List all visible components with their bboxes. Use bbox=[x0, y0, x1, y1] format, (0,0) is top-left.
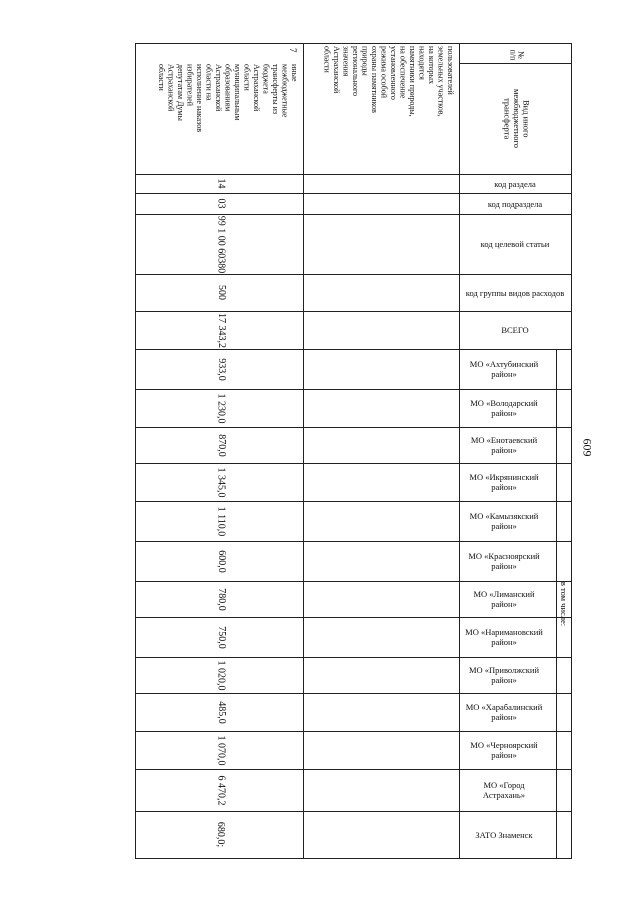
transfer-type-header: Вид иного межбюджетного трансферта bbox=[502, 89, 532, 149]
row-label: ЗАТО Знаменск bbox=[475, 829, 533, 840]
row-label: код подраздела bbox=[487, 198, 543, 209]
row-label: МО «Енотаевский район» bbox=[470, 435, 538, 455]
row-number-header: № п/п bbox=[507, 49, 525, 60]
row-label: код группы видов расходов bbox=[465, 287, 565, 298]
row-value-text: 500 bbox=[215, 285, 227, 300]
row-value bbox=[206, 769, 236, 811]
row-label: МО «Харабалинский район» bbox=[465, 702, 543, 722]
transfer-description: 7 иные межбюджетные трансферты из бюджета Астраханской области муниципальным образованиям Астраханской области на исполнение наказов избирателей депутатам Думы Астраханской области bbox=[157, 48, 299, 132]
row-value bbox=[206, 349, 236, 389]
row-value bbox=[206, 193, 236, 214]
row-value-text: 1 020,0 bbox=[215, 660, 227, 690]
row-value bbox=[206, 581, 236, 617]
row-value bbox=[206, 657, 236, 693]
row-value-text: 1 345,0 bbox=[215, 467, 227, 497]
row-value-text: 03 bbox=[215, 198, 227, 209]
row-label: МО «Икрянинский район» bbox=[469, 472, 539, 492]
row-label: код целевой статьи bbox=[480, 239, 550, 249]
row-value-text: 600,0 bbox=[215, 549, 227, 573]
row-value-text: 1 230,0 bbox=[215, 393, 227, 423]
row-value-text: 6 470,2 bbox=[215, 775, 227, 805]
row-value bbox=[206, 174, 236, 193]
row-label: МО «Город Астрахань» bbox=[482, 780, 526, 800]
row-value-text: 750,0 bbox=[215, 625, 227, 649]
row-value bbox=[206, 427, 236, 463]
column-divider bbox=[303, 44, 304, 858]
row-value-text: 14 bbox=[215, 178, 227, 189]
page-number: 609 bbox=[580, 438, 595, 457]
row-value bbox=[206, 617, 236, 657]
row-label: МО «Ахтубинский район» bbox=[469, 359, 539, 379]
row-label: МО «Наримановский район» bbox=[465, 627, 543, 647]
row-value bbox=[206, 389, 236, 427]
row-label: МО «Лиманский район» bbox=[473, 589, 535, 609]
row-value bbox=[206, 811, 236, 858]
row-value-text: 485,0 bbox=[215, 700, 227, 724]
row-value bbox=[206, 693, 236, 731]
row-value-text: 780,0 bbox=[215, 587, 227, 611]
row-label: МО «Володарский район» bbox=[470, 398, 538, 418]
row-value bbox=[206, 274, 236, 311]
row-value-text: 680,0; bbox=[215, 821, 227, 848]
row-value-text: 870,0 bbox=[215, 433, 227, 457]
transfer-table bbox=[135, 43, 572, 859]
row-label: МО «Черноярский район» bbox=[470, 740, 538, 760]
row-value-text: 99 1 00 60380 bbox=[215, 215, 227, 273]
row-value-text: 933,0 bbox=[215, 357, 227, 381]
column-divider bbox=[459, 44, 460, 858]
row-value-text: 1 070,0 bbox=[215, 735, 227, 765]
row-value-text: 1 110,0 bbox=[215, 506, 227, 536]
row-value bbox=[206, 541, 236, 581]
row-value bbox=[206, 463, 236, 501]
row-label: код раздела bbox=[494, 178, 536, 189]
row-value bbox=[206, 214, 236, 274]
row-value bbox=[206, 311, 236, 349]
row-label: ВСЕГО bbox=[501, 325, 529, 335]
row-label: МО «Камызякский район» bbox=[469, 511, 539, 531]
row-value bbox=[206, 731, 236, 769]
transfer-description-continued: пользователей земельных участков, на которых находятся памятники природы, на обеспечение установленного режима особой охраны памятников природы регионального значения Астраханской области bbox=[322, 46, 455, 117]
row-value-text: 17 343,2 bbox=[215, 312, 227, 348]
row-label: МО «Красноярский район» bbox=[468, 551, 540, 571]
including-label: в том числе: bbox=[559, 581, 569, 627]
row-value bbox=[206, 501, 236, 541]
row-label: МО «Приволжский район» bbox=[468, 665, 540, 685]
